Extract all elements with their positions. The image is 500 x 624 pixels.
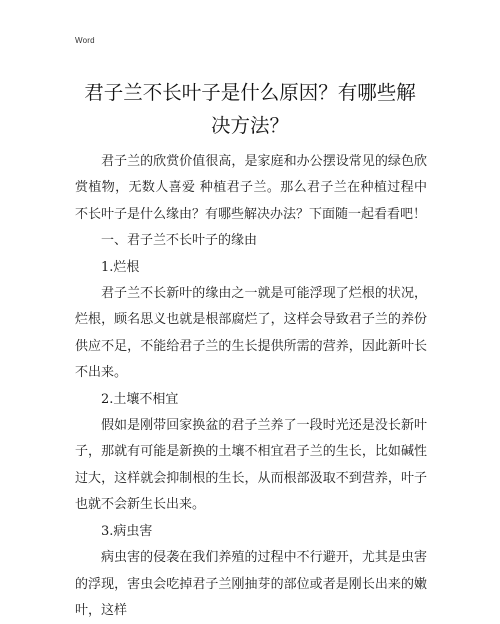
item-heading-1: 1.烂根 [101,259,140,275]
item-paragraph-3: 病虫害的侵袭在我们养殖的过程中不行避开，尤其是虫害的浮现，害虫会吃掉君子兰刚抽芽的部位或者是刚长出来的嫩叶，这样 [75,550,427,618]
app-label-word: Word [75,36,95,45]
item-paragraph-2: 假如是刚带回家换盆的君子兰养了一段时光还是没长新叶子，那就有可能是新换的土壤不相宜君子兰的生长，比如碱性过大，这样就会抑制根的生长，从而根部汲取不到营养，叶子也就不会新生长出来。 [75,418,427,513]
section-heading-1: 一、君子兰不长叶子的缘由 [101,233,258,249]
item-heading-3: 3.病虫害 [101,523,153,539]
document-title: 君子兰不长叶子是什么原因？有哪些解决方法？ [84,81,416,137]
intro-paragraph: 君子兰的欣赏价值很高，是家庭和办公摆设常见的绿色欣赏植物，无数人喜爱 种植君子兰。那么君子兰在种植过程中不长叶子是什么缘由？有哪些解决办法？下面随一起看看吧！ [75,154,427,222]
document-body [75,149,427,624]
item-heading-2: 2.土壤不相宜 [101,391,179,407]
item-paragraph-1: 君子兰不长新叶的缘由之一就是可能浮现了烂根的状况，烂根，顾名思义也就是根部腐烂了，这样会导致君子兰的养份供应不足，不能给君子兰的生长提供所需的营养，因此新叶长不出来。 [75,286,427,381]
